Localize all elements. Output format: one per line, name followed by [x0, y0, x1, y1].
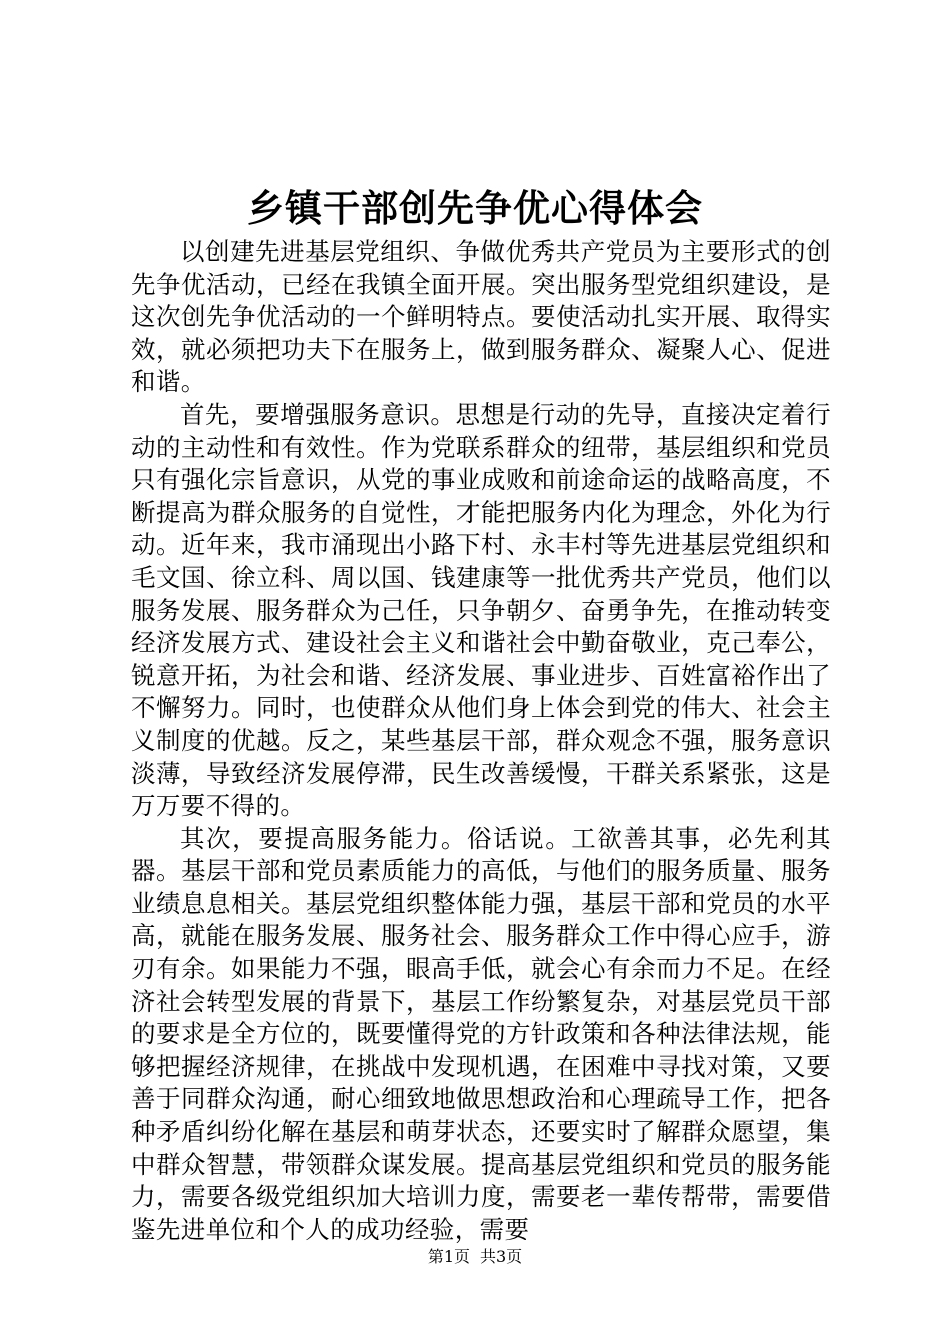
- page-number: 第1页: [427, 1247, 470, 1266]
- page-total: 共3页: [480, 1247, 523, 1266]
- paragraph-service-ability: 其次，要提高服务能力。俗话说。工欲善其事，必先利其器。基层干部和党员素质能力的高低，与他们的服务质量、服务业绩息息相关。基层党组织整体能力强，基层干部和党员的水平高，就能在服务发展、服务社会、服务群众工作中得心应手，游刃有余。如果能力不强，眼高手低，就会心有余而力不足。在经济社会转型发展的背景下，基层工作纷繁复杂，对基层党员干部的要求是全方位的，既要懂得党的方针政策和各种法律法规，能够把握经济规律，在挑战中发现机遇，在困难中寻找对策，又要善于同群众沟通，耐心细致地做思想政治和心理疏导工作，把各种矛盾纠纷化解在基层和萌芽状态，还要实时了解群众愿望，集中群众智慧，带领群众谋发展。提高基层党组织和党员的服务能力，需要各级党组织加大培训力度，需要老一辈传帮带，需要借鉴先进单位和个人的成功经验，需要: [131, 823, 831, 1244]
- paragraph-intro: 以创建先进基层党组织、争做优秀共产党员为主要形式的创先争优活动，已经在我镇全面开展。突出服务型党组织建设，是这次创先争优活动的一个鲜明特点。要使活动扎实开展、取得实效，就必须把功夫下在服务上，做到服务群众、凝聚人心、促进和谐。: [131, 237, 831, 397]
- page-footer: [0, 1246, 950, 1268]
- document-title: 乡镇干部创先争优心得体会: [247, 186, 703, 230]
- document-body: [131, 236, 831, 1246]
- paragraph-service-awareness: 首先，要增强服务意识。思想是行动的先导，直接决定着行动的主动性和有效性。作为党联系群众的纽带，基层组织和党员只有强化宗旨意识，从党的事业成败和前途命运的战略高度，不断提高为群众服务的自觉性，才能把服务内化为理念，外化为行动。近年来，我市涌现出小路下村、永丰村等先进基层党组织和毛文国、徐立科、周以国、钱建康等一批优秀共产党员，他们以服务发展、服务群众为己任，只争朝夕、奋勇争先，在推动转变经济发展方式、建设社会主义和谐社会中勤奋敬业，克己奉公，锐意开拓，为社会和谐、经济发展、事业进步、百姓富裕作出了不懈努力。同时，也使群众从他们身上体会到党的伟大、社会主义制度的优越。反之，某些基层干部，群众观念不强，服务意识淡薄，导致经济发展停滞，民生改善缓慢，干群关系紧张，这是万万要不得的。: [131, 399, 831, 821]
